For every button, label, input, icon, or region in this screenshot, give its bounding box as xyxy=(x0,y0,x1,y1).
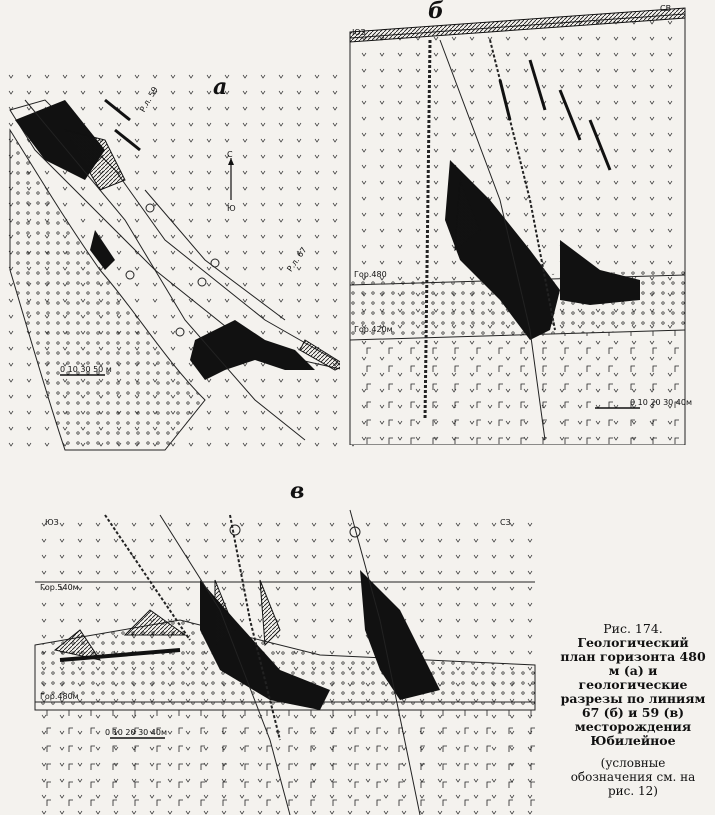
panel-v-label: в xyxy=(290,478,305,504)
level-480-label-b: Гор.480 xyxy=(354,270,387,279)
section-v-drawing xyxy=(20,470,540,815)
dir-right-label-v: СЗ xyxy=(500,518,511,527)
south-label: Ю xyxy=(227,204,236,213)
plan-a-drawing xyxy=(5,70,360,455)
section-59-v xyxy=(20,470,540,815)
scale-bar-v: 0 10 20 30 40м xyxy=(105,728,168,737)
level-480-label-v: Гор.480м xyxy=(40,692,79,701)
legend-note: (условные обозначения см. на рис. 12) xyxy=(570,756,696,798)
scale-bar-b: 0 10 20 30 40м xyxy=(630,398,693,407)
figure-title: Геологический план горизонта 480 м (а) и геологические разрезы по линиям 67 (б) и 59 (в) месторождения Юбилейное xyxy=(560,635,706,748)
figure-caption xyxy=(558,622,708,798)
dir-left-label-v: ЮЗ xyxy=(45,518,59,527)
dir-left-label-b: ЮЗ xyxy=(352,28,366,37)
dir-right-label-b: СВ xyxy=(660,4,672,13)
geologic-plan-a xyxy=(5,70,360,455)
level-540-label-v: Гор.540м xyxy=(40,583,79,592)
panel-a-label: а xyxy=(213,74,228,100)
section-67-b xyxy=(340,0,695,445)
scale-bar-a: 0 10 30 50 м xyxy=(60,365,112,374)
north-label: С xyxy=(227,150,233,159)
figure-number: Рис. 174. xyxy=(603,621,663,636)
panel-b-label: б xyxy=(428,0,444,24)
profile-line-67-label: Р.л. 67 xyxy=(285,245,309,274)
profile-line-59-label: Р.л. 59 xyxy=(138,85,160,114)
section-b-drawing xyxy=(340,0,695,445)
level-420-label-b: Гор.420м xyxy=(354,325,393,334)
